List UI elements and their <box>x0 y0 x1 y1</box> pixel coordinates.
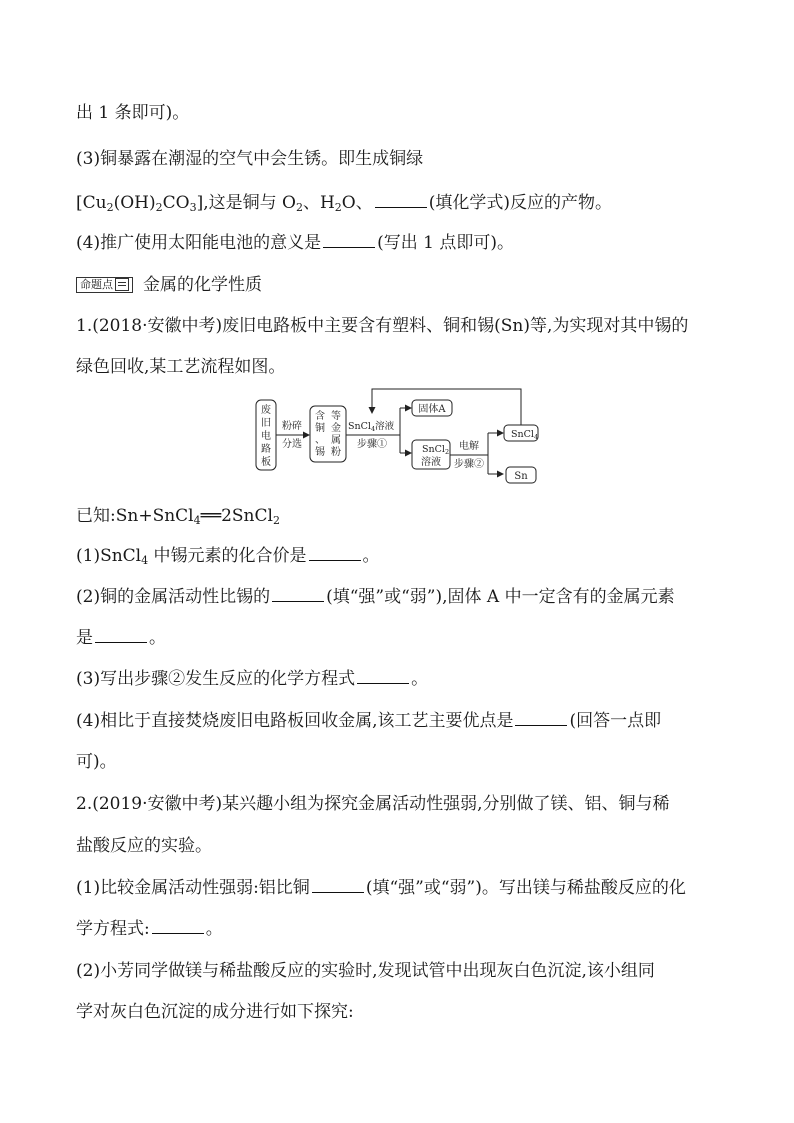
answer-blank[interactable] <box>323 233 375 248</box>
recycle-arrow <box>372 389 521 425</box>
answer-blank[interactable] <box>309 546 361 561</box>
box1-char: 电 <box>261 431 271 442</box>
question-text: 1.(2018·安徽中考)废旧电路板中主要含有塑料、铜和锡(Sn)等,为实现对其中锡的 <box>76 316 689 336</box>
svg-text:铜: 铜 <box>315 423 325 434</box>
svg-text:粉: 粉 <box>331 447 341 458</box>
question-text: (1)SnCl$_4$ 中锡元素的化合价是 。 <box>76 546 380 567</box>
question-text: 可)。 <box>76 752 117 772</box>
question-text: (1)比较金属活动性强弱:铝比铜 (填“强”或“弱”)。写出镁与稀盐酸反应的化 <box>76 878 686 898</box>
box1-char: 路 <box>261 444 271 455</box>
svg-text:SnCl2: SnCl$_2$ <box>422 444 450 456</box>
question-text: (4)相比于直接焚烧废旧电路板回收金属,该工艺主要优点是 (回答一点即 <box>76 711 662 731</box>
answer-blank[interactable] <box>272 587 324 602</box>
arrow2-bottom-label: 步骤① <box>357 439 387 450</box>
arrow1-bottom-label: 分选 <box>282 439 302 450</box>
svg-text:含: 含 <box>315 411 325 422</box>
question-text: (2)铜的金属活动性比锡的 (填“强”或“弱”),固体 A 中一定含有的金属元素 <box>76 587 675 607</box>
known-equation: 已知:Sn+SnCl$_4$══2SnCl$_2$ <box>76 506 280 527</box>
svg-text:属: 属 <box>331 435 341 446</box>
topic-heading: 命题点 金属的化学性质 <box>76 273 262 296</box>
svg-text:Sn: Sn <box>514 471 528 482</box>
text-line: (4)推广使用太阳能电池的意义是 (写出 1 点即可)。 <box>76 233 514 253</box>
svg-text:等: 等 <box>331 411 341 422</box>
answer-blank[interactable] <box>375 193 427 208</box>
question-text: (2)小芳同学做镁与稀盐酸反应的实验时,发现试管中出现灰白色沉淀,该小组同 <box>76 961 655 981</box>
box1-char: 板 <box>261 457 271 468</box>
answer-blank[interactable] <box>312 878 364 893</box>
answer-blank[interactable] <box>515 711 567 726</box>
answer-blank[interactable] <box>95 628 147 643</box>
box1-char: 废 <box>261 405 271 416</box>
svg-text:溶液: 溶液 <box>421 457 441 468</box>
svg-text:金: 金 <box>331 423 341 434</box>
question-text: 学对灰白色沉淀的成分进行如下探究: <box>76 1002 354 1022</box>
answer-blank[interactable] <box>152 919 204 934</box>
text-line: (3)铜暴露在潮湿的空气中会生锈。即生成铜绿 <box>76 149 424 169</box>
arrow3-bottom-label: 步骤② <box>454 459 484 470</box>
text-line: $[Cu_2(OH)_2CO_3]$,这是铜与 $O_2$、$H_2O$、 (填化学式)反应的产物。 <box>76 193 612 214</box>
question-text: 盐酸反应的实验。 <box>76 836 212 856</box>
answer-blank[interactable] <box>357 669 409 684</box>
question-text: 学方程式: 。 <box>76 919 223 939</box>
svg-text:锡: 锡 <box>315 447 325 458</box>
question-text: 2.(2019·安徽中考)某兴趣小组为探究金属活动性强弱,分别做了镁、铝、铜与稀 <box>76 794 670 814</box>
topic-number-icon <box>115 278 129 291</box>
arrow2-top-label: SnCl$_4$溶液 <box>348 421 395 433</box>
svg-text:SnCl4: SnCl$_4$ <box>511 429 539 441</box>
text-line: 出 1 条即可)。 <box>76 103 190 123</box>
topic-badge: 命题点 <box>76 277 133 293</box>
svg-text:、: 、 <box>315 435 325 446</box>
question-text: 绿色回收,某工艺流程如图。 <box>76 357 286 377</box>
box1-char: 旧 <box>261 418 271 429</box>
question-text: (3)写出步骤②发生反应的化学方程式 。 <box>76 669 429 689</box>
question-text: 是 。 <box>76 628 166 648</box>
arrow1-top-label: 粉碎 <box>282 421 302 432</box>
process-flow-diagram <box>250 383 545 488</box>
arrow3-top-label: 电解 <box>459 441 479 452</box>
svg-text:固体A: 固体A <box>418 404 446 415</box>
